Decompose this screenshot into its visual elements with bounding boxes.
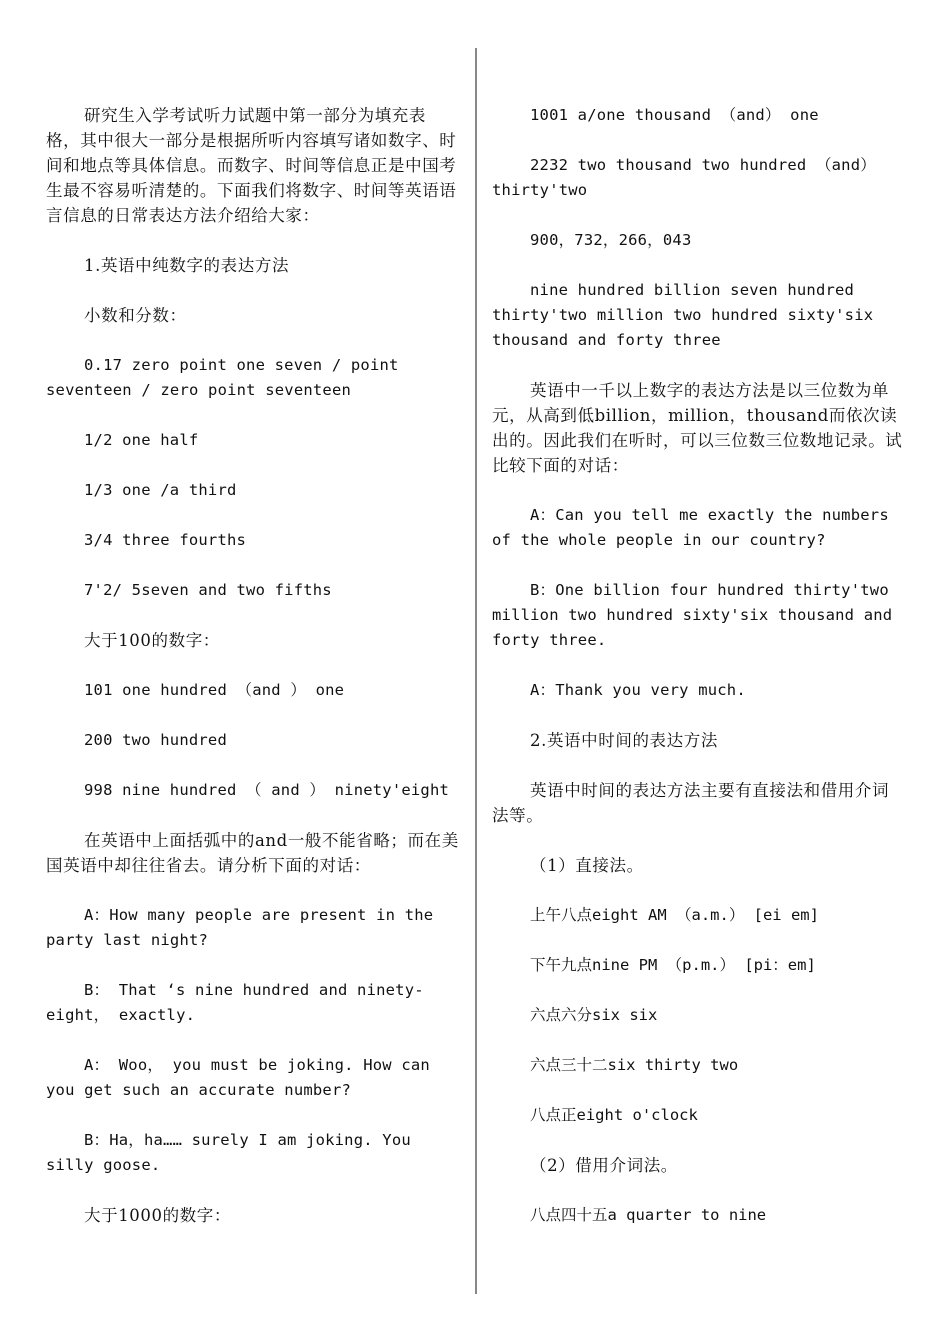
paragraph: 998 nine hundred （ and ） ninety'eight (84, 781, 450, 799)
paragraph: 0.17 zero point one seven / point seventeen / zero point seventeen (46, 356, 409, 399)
paragraph: 八点正eight o'clock (530, 1106, 698, 1124)
paragraph: A：Thank you very much. (530, 681, 746, 699)
paragraph: 900，732，266，043 (530, 231, 692, 249)
paragraph: 200 two hundred (84, 731, 227, 749)
paragraph: 1/3 one /a third (84, 481, 237, 499)
paragraph: 1.英语中纯数字的表达方法 (84, 256, 290, 275)
paragraph: 英语中一千以上数字的表达方法是以三位数为单元，从高到低billion，million，thousand而依次读出的。因此我们在听时，可以三位数三位数地记录。试比较下面的对话： (492, 381, 903, 475)
paragraph: （1）直接法。 (530, 856, 644, 875)
paragraph: B：Ha，ha…… surely I am joking. You silly goose. (46, 1131, 421, 1174)
paragraph: 在英语中上面括弧中的and一般不能省略；而在美国英语中却往往省去。请分析下面的对话： (46, 831, 459, 875)
paragraph: 下午九点nine PM （p.m.） [pi：em] (530, 956, 816, 974)
paragraph: 大于100的数字： (84, 631, 220, 650)
paragraph: 英语中时间的表达方法主要有直接法和借用介词法等。 (492, 781, 890, 825)
paragraph: 六点六分six six (530, 1006, 658, 1024)
paragraph: nine hundred billion seven hundred thirty'two million two hundred sixty'six thousand and forty three (492, 281, 883, 349)
paragraph: 2.英语中时间的表达方法 (530, 731, 718, 750)
paragraph: A：How many people are present in the party last night? (46, 906, 443, 949)
paragraph: 1001 a/one thousand （and） one (530, 106, 819, 124)
paragraph: 2232 two thousand two hundred （and） thirty'two (492, 156, 886, 199)
paragraph: 7'2/ 5seven and two fifths (84, 581, 332, 599)
paragraph: A：Can you tell me exactly the numbers of the whole people in our country? (492, 506, 899, 549)
paragraph: 1/2 one half (84, 431, 199, 449)
paragraph: B： That ‘s nine hundred and ninety-eight， exactly. (46, 981, 424, 1024)
paragraph: 大于1000的数字： (84, 1206, 231, 1225)
paragraph: 3/4 three fourths (84, 531, 247, 549)
right-column (492, 103, 906, 1253)
paragraph: B：One billion four hundred thirty'two million two hundred sixty'six thousand and forty three. (492, 581, 902, 649)
paragraph: 八点四十五a quarter to nine (530, 1206, 767, 1224)
paragraph: 六点三十二six thirty two (530, 1056, 739, 1074)
paragraph: 上午八点eight AM （a.m.） [ei em] (530, 906, 819, 924)
paragraph: 101 one hundred （and ） one (84, 681, 345, 699)
paragraph: A： Woo， you must be joking. How can you get such an accurate number? (46, 1056, 440, 1099)
left-column (46, 103, 460, 1253)
paragraph: 研究生入学考试听力试题中第一部分为填充表格，其中很大一部分是根据所听内容填写诸如数字、时间和地点等具体信息。而数字、时间等信息正是中国考生最不容易听清楚的。下面我们将数字、时间等英语语言信息的日常表达方法介绍给大家： (46, 106, 457, 225)
paragraph: 小数和分数： (84, 306, 187, 325)
column-divider (475, 48, 477, 1294)
paragraph: （2）借用介词法。 (530, 1156, 678, 1175)
